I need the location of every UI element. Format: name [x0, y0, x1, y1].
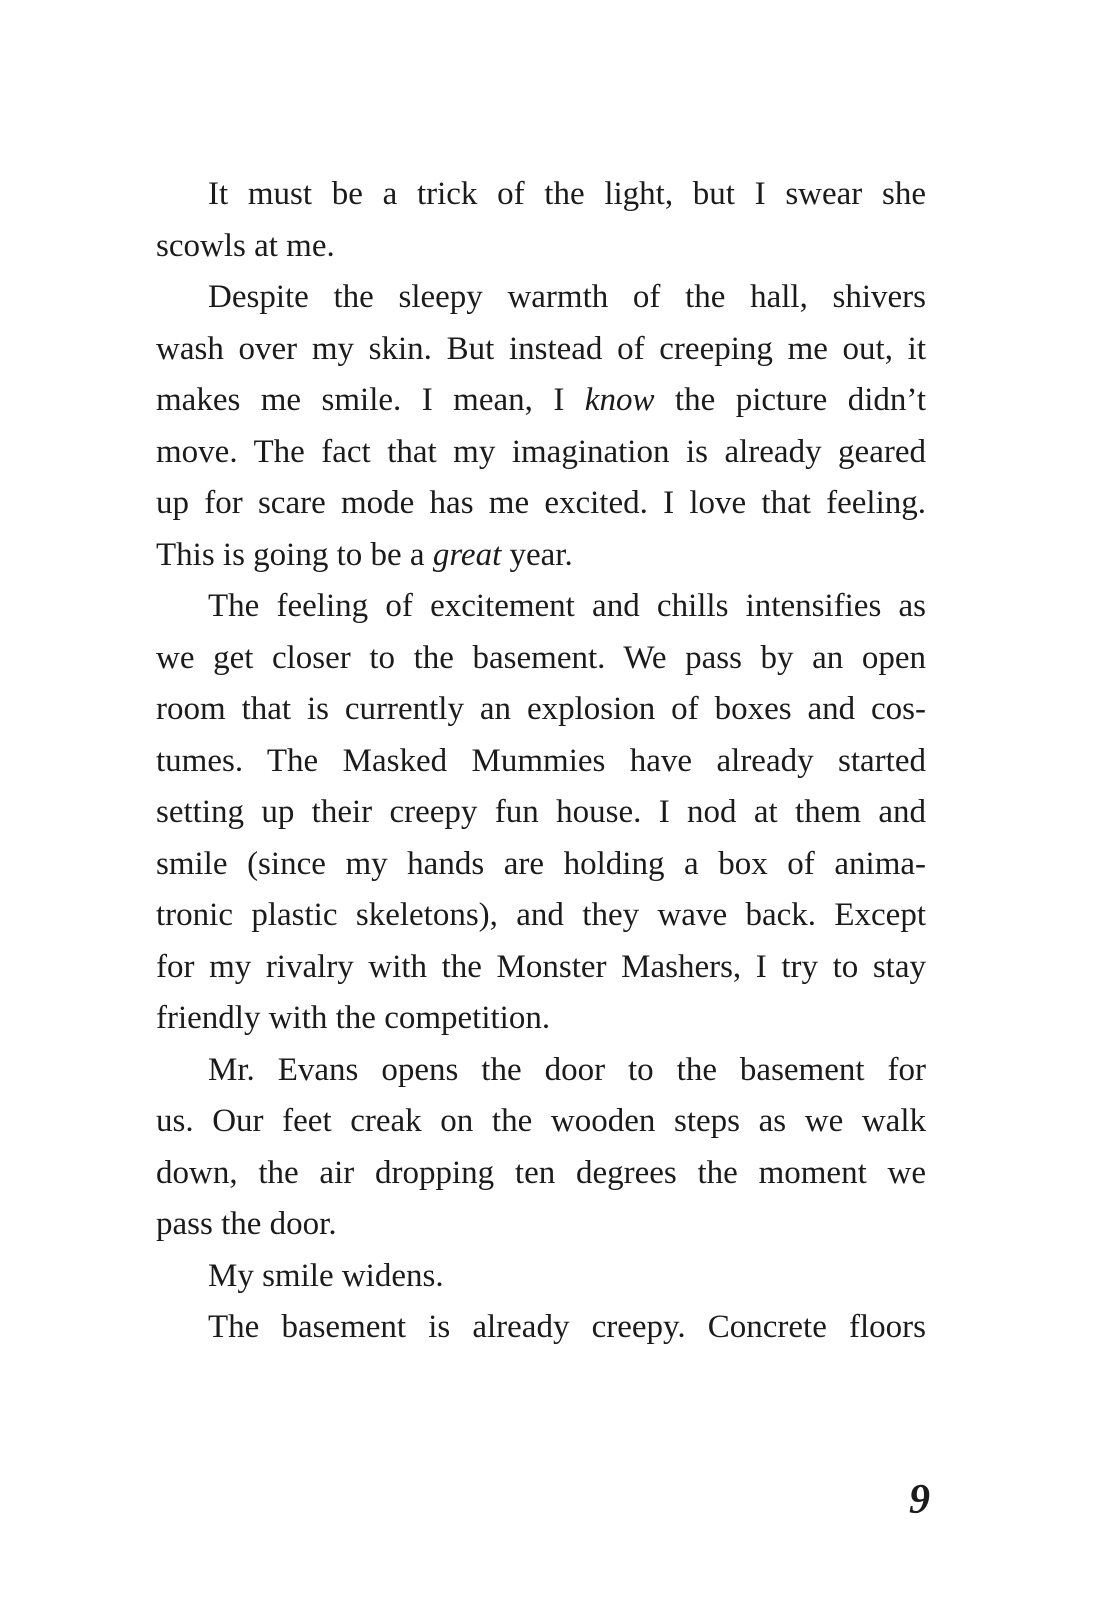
text-segment: tronic plastic skeletons), and they wave back. Except: [156, 897, 926, 933]
text-line: [156, 324, 926, 376]
text-segment: move. The fact that my imagination is already geared: [156, 433, 926, 470]
text-line: [156, 478, 926, 530]
text-segment: Despite the sleepy warmth of the hall, shivers: [208, 279, 926, 315]
page-number: 9: [909, 1477, 930, 1523]
text-line: [156, 839, 926, 891]
text-line: [156, 1096, 926, 1148]
text-line: [156, 375, 926, 427]
text-line: [156, 942, 926, 994]
text-segment: for my rivalry with the Monster Mashers, I try to stay: [156, 948, 926, 985]
text-segment: My smile widens.: [208, 1257, 444, 1294]
text-line: [156, 1199, 926, 1251]
text-line: [156, 1148, 926, 1200]
text-segment: year.: [501, 536, 573, 573]
text-segment: Mr. Evans opens the door to the basement for: [208, 1051, 926, 1088]
text-line: [156, 993, 926, 1045]
text-segment: us. Our feet creak on the wooden steps as we walk: [156, 1103, 926, 1139]
text-line: [156, 530, 926, 582]
text-segment: down, the air dropping ten degrees the moment we: [156, 1154, 926, 1191]
text-line: [156, 736, 926, 788]
text-segment: room that is currently an explosion of boxes and cos-: [156, 691, 926, 727]
text-line: [156, 272, 926, 324]
text-segment: wash over my skin. But instead of creeping me out, it: [156, 330, 926, 367]
text-line: [156, 169, 926, 221]
text-line: [156, 581, 926, 633]
text-line: [156, 787, 926, 839]
text-segment: scowls at me.: [156, 227, 335, 264]
text-line: [156, 1045, 926, 1097]
text-segment: setting up their creepy fun house. I nod at them and: [156, 794, 926, 830]
text-line: [156, 684, 926, 736]
text-segment: tumes. The Masked Mummies have already started: [156, 742, 926, 779]
text-segment: makes me smile. I mean, I: [156, 382, 585, 418]
text-line: [156, 1302, 926, 1354]
italic-text: know: [584, 382, 655, 418]
text-line: [156, 221, 926, 273]
text-segment: pass the door.: [156, 1206, 337, 1242]
text-segment: This is going to be a: [156, 536, 433, 573]
text-segment: The basement is already creepy. Concrete floors: [208, 1309, 926, 1345]
text-segment: It must be a trick of the light, but I swear she: [208, 176, 926, 212]
text-line: [156, 890, 926, 942]
text-line: [156, 1251, 926, 1303]
text-segment: up for scare mode has me excited. I love that feeling.: [156, 485, 926, 521]
italic-text: great: [432, 536, 502, 573]
text-segment: The feeling of excitement and chills intensifies as: [208, 588, 926, 624]
text-segment: we get closer to the basement. We pass by an open: [156, 639, 926, 676]
text-segment: the picture didn’t: [654, 382, 926, 418]
text-segment: smile (since my hands are holding a box of anima-: [156, 845, 926, 882]
body-text: [156, 169, 926, 1354]
text-line: [156, 633, 926, 685]
text-line: [156, 427, 926, 479]
text-segment: friendly with the competition.: [156, 1000, 551, 1036]
